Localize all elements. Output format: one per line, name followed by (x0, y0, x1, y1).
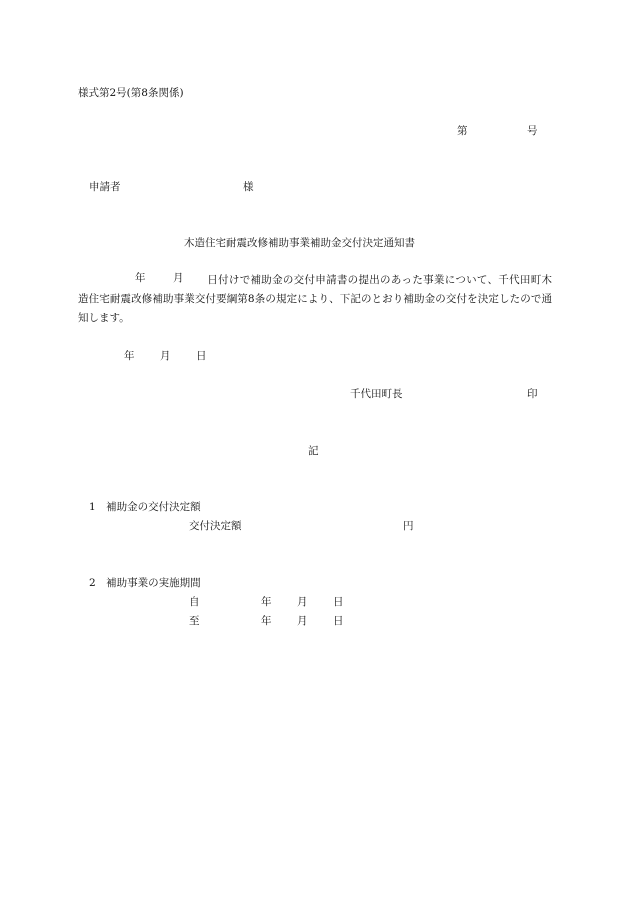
period-to-label: 至 (189, 615, 200, 627)
date-year: 年 (124, 350, 135, 362)
period-to-year: 年 (261, 615, 272, 627)
period-from-month: 月 (297, 596, 308, 608)
document-title: 木造住宅耐震改修補助事業補助金交付決定通知書 (184, 237, 415, 249)
body-year: 年 (135, 272, 146, 284)
body-month: 月 (173, 272, 184, 284)
doc-number-suffix: 号 (527, 125, 538, 137)
recipient-label: 申請者 (89, 181, 121, 193)
period-to-day: 日 (333, 615, 344, 627)
grant-amount-unit: 円 (403, 520, 414, 532)
period-to-month: 月 (297, 615, 308, 627)
date-month: 月 (160, 350, 171, 362)
section2-heading: 2 補助事業の実施期間 (89, 577, 201, 589)
grant-amount-label: 交付決定額 (189, 520, 242, 532)
doc-number-prefix: 第 (457, 125, 468, 137)
issuer-name: 千代田町長 (350, 388, 403, 400)
body-paragraph (78, 271, 552, 328)
recipient-honorific: 様 (243, 181, 254, 193)
ki-marker: 記 (308, 445, 319, 457)
period-from-year: 年 (261, 596, 272, 608)
form-label: 様式第2号(第8条関係) (78, 87, 184, 99)
issuer-seal: 印 (527, 388, 538, 400)
date-day: 日 (196, 350, 207, 362)
body-text: 日付けで補助金の交付申請書の提出のあった事業について、千代田町木造住宅耐震改修補助事業交付要綱第8条の規定により、下記のとおり補助金の交付を決定したので通知します。 (78, 274, 552, 324)
period-from-day: 日 (333, 596, 344, 608)
period-from-label: 自 (189, 596, 200, 608)
section1-heading: 1 補助金の交付決定額 (89, 501, 201, 513)
